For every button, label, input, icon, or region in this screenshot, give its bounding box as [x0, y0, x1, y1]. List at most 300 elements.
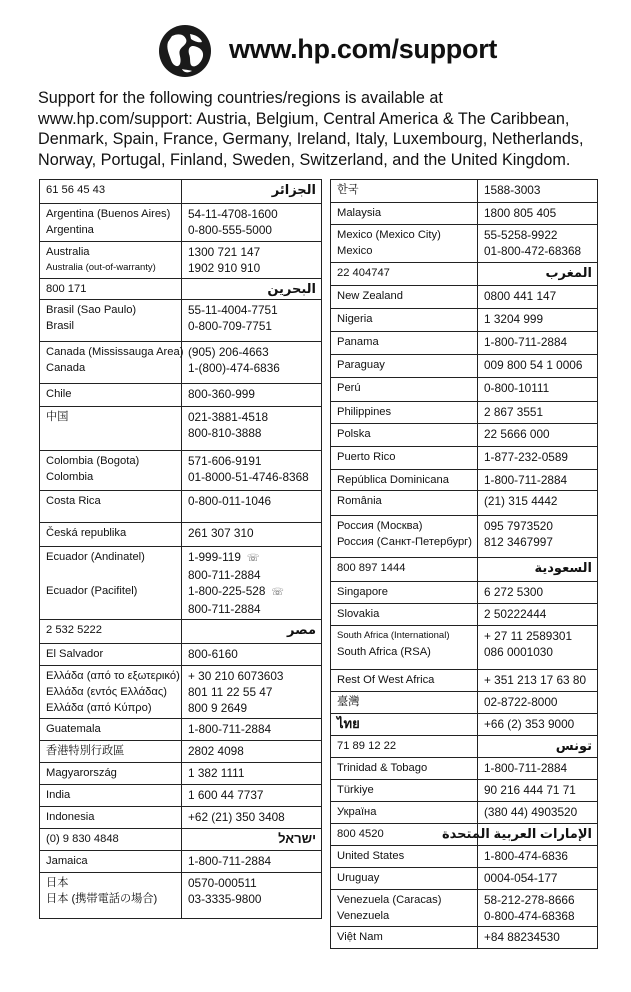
phone-number: 55-11-4004-7751 [188, 303, 278, 317]
phone-cell [478, 927, 598, 949]
phone-cell [182, 451, 322, 491]
phone-icon: ☏ [246, 553, 260, 564]
contact-row [40, 851, 322, 873]
contact-row [40, 547, 322, 620]
contact-row [40, 242, 322, 279]
country-cell [331, 355, 478, 378]
country-cell [331, 203, 478, 225]
country-label: Jamaica [46, 855, 88, 867]
phone-number: 095 7973520 [484, 519, 553, 533]
phone-number: 1 3204 999 [484, 312, 544, 326]
phone-cell [478, 180, 598, 203]
contact-row [331, 558, 598, 582]
contact-row [40, 491, 322, 523]
country-cell [40, 719, 182, 741]
phone-number: 55-5258-9922 [484, 228, 558, 242]
phone-cell [478, 516, 598, 558]
phone-number: +66 (2) 353 9000 [484, 717, 575, 731]
country-cell [40, 763, 182, 785]
contact-row [331, 332, 598, 355]
country-cell [331, 447, 478, 470]
phone-cell [182, 300, 322, 342]
phone-cell [478, 758, 598, 780]
phone-cell [478, 846, 598, 868]
phone-cell [478, 604, 598, 626]
phone-cell [478, 890, 598, 927]
header [0, 16, 631, 76]
contact-row [331, 927, 598, 949]
phone-number: 1-800-711-2884 [484, 761, 568, 775]
country-cell [40, 644, 182, 666]
country-cell [331, 692, 478, 714]
phone-number: 0-800-10111 [484, 381, 550, 395]
contact-row [331, 355, 598, 378]
phone-cell [478, 558, 598, 582]
contact-row [40, 620, 322, 644]
phone-cell [478, 332, 598, 355]
country-cell [331, 378, 478, 402]
country-cell [331, 180, 478, 203]
contact-row [331, 225, 598, 263]
country-label: Polska [337, 428, 371, 440]
country-cell [331, 846, 478, 868]
phone-number: 0004-054-177 [484, 871, 558, 885]
contact-row [331, 736, 598, 758]
country-label: Ελλάδα (εντός Ελλάδας) [46, 686, 167, 698]
country-label: Türkiye [337, 784, 374, 796]
country-label: Slovakia [337, 608, 380, 620]
phone-cell [182, 785, 322, 807]
country-cell [331, 470, 478, 491]
phone-number: 1-800-711-2884 [188, 722, 272, 736]
contact-row [331, 582, 598, 604]
phone-cell [182, 829, 322, 851]
phone-icon: ☏ [271, 587, 284, 598]
country-label: Ecuador (Pacifitel) [46, 585, 138, 597]
contact-row [331, 846, 598, 868]
country-label: Venezuela (Caracas) [337, 894, 442, 906]
country-label: Ελλάδα (από Κύπρο) [46, 702, 152, 714]
phone-number: 03-3335-9800 [188, 892, 262, 906]
contact-row [331, 516, 598, 558]
country-label: 800 897 1444 [337, 562, 406, 574]
phone-cell [182, 279, 322, 300]
phone-cell [478, 714, 598, 736]
country-cell [40, 547, 182, 620]
contact-row [331, 203, 598, 225]
country-cell [40, 741, 182, 763]
country-cell [331, 582, 478, 604]
country-label: Mexico [337, 245, 373, 257]
country-cell [331, 604, 478, 626]
phone-cell [182, 242, 322, 279]
contact-row [331, 424, 598, 447]
contact-row [40, 180, 322, 204]
phone-number: 800-6160 [188, 647, 238, 661]
country-label: (0) 9 830 4848 [46, 833, 119, 845]
country-label: 61 56 45 43 [46, 184, 106, 196]
country-label: Rest Of West Africa [337, 674, 435, 686]
country-label: 22 404747 [337, 267, 390, 279]
phone-number: 571-606-9191 [188, 454, 262, 468]
phone-number: (21) 315 4442 [484, 494, 558, 508]
country-name-rtl: الجزائر [271, 182, 316, 197]
country-label: Việt Nam [337, 931, 383, 943]
phone-number: 54-11-4708-1600 [188, 207, 278, 221]
phone-cell [478, 470, 598, 491]
phone-number: 086 0001030 [484, 645, 553, 659]
country-name-rtl: المغرب [545, 265, 592, 280]
country-cell [331, 670, 478, 692]
contact-row [331, 780, 598, 802]
phone-cell [478, 780, 598, 802]
country-cell [331, 225, 478, 263]
country-cell [331, 286, 478, 309]
country-label: El Salvador [46, 648, 104, 660]
phone-number: 1300 721 147 [188, 245, 261, 259]
country-cell [331, 890, 478, 927]
country-label: 香港特別行政區 [46, 745, 125, 757]
contact-row [40, 300, 322, 342]
country-cell [40, 279, 182, 300]
country-label: Magyarország [46, 767, 117, 779]
country-name-rtl: الإمارات العربية المتحدة [441, 826, 592, 841]
country-cell [40, 204, 182, 242]
country-cell [331, 424, 478, 447]
phone-cell [478, 802, 598, 824]
phone-number: 0800 441 147 [484, 289, 557, 303]
phone-number: 58-212-278-8666 [484, 893, 575, 907]
country-name-rtl: ישראל [278, 831, 316, 846]
contact-row [40, 523, 322, 547]
globe-icon [158, 24, 212, 78]
country-cell [331, 558, 478, 582]
country-label: 日本 (携帯電話の場合) [46, 893, 158, 905]
phone-number: +84 88234530 [484, 930, 560, 944]
phone-number: 801 11 22 55 47 [188, 685, 273, 699]
phone-cell [182, 523, 322, 547]
country-cell [331, 758, 478, 780]
contact-row [40, 204, 322, 242]
country-label: Mexico (Mexico City) [337, 229, 441, 241]
contact-row [40, 644, 322, 666]
phone-cell [478, 447, 598, 470]
phone-number: 01-800-472-68368 [484, 244, 582, 258]
country-label: Australia (out-of-warranty) [46, 262, 156, 273]
country-cell [40, 451, 182, 491]
country-label: Россия (Москва) [337, 520, 423, 532]
contact-row [40, 785, 322, 807]
phone-number: 0-800-011-1046 [188, 494, 272, 508]
contact-row [331, 402, 598, 424]
left-directory-table [39, 179, 322, 919]
country-label: Guatemala [46, 723, 101, 735]
country-cell [40, 785, 182, 807]
phone-number: 1902 910 910 [188, 261, 261, 275]
country-label: 2 532 5222 [46, 624, 102, 636]
country-cell [331, 516, 478, 558]
phone-cell [182, 547, 322, 620]
phone-number: 261 307 310 [188, 526, 254, 540]
right-directory-table [330, 179, 598, 949]
phone-cell [478, 263, 598, 286]
country-label: 日本 [46, 877, 69, 889]
support-url[interactable]: www.hp.com/support [229, 34, 498, 64]
contact-row [331, 263, 598, 286]
phone-number: 800-711-2884 [188, 602, 261, 616]
phone-cell [182, 666, 322, 719]
country-label: 71 89 12 22 [337, 740, 397, 752]
country-label: India [46, 789, 71, 801]
country-label: Brasil (Sao Paulo) [46, 304, 137, 316]
phone-number: 22 5666 000 [484, 427, 550, 441]
country-label [46, 565, 176, 583]
contact-row [331, 626, 598, 670]
phone-number: 009 800 54 1 0006 [484, 358, 583, 372]
phone-number: 1-800-711-2884 [484, 473, 568, 487]
phone-cell [182, 741, 322, 763]
country-label: Singapore [337, 586, 389, 598]
phone-number: 1-800-711-2884 [484, 335, 568, 349]
phone-number: 800-711-2884 [188, 568, 261, 582]
country-name-rtl: مصر [287, 622, 316, 637]
country-label: Panama [337, 336, 379, 348]
phone-number: 90 216 444 71 71 [484, 783, 576, 797]
phone-cell [478, 692, 598, 714]
contact-row [331, 286, 598, 309]
contact-row [40, 763, 322, 785]
country-cell [40, 384, 182, 407]
country-cell [40, 807, 182, 829]
country-label: România [337, 495, 382, 507]
country-label: Uruguay [337, 872, 380, 884]
country-label: Ecuador (Andinatel) [46, 551, 145, 563]
country-cell [40, 491, 182, 523]
phone-cell [478, 225, 598, 263]
contact-row [40, 407, 322, 451]
country-cell [40, 873, 182, 919]
country-cell [40, 523, 182, 547]
phone-cell [182, 407, 322, 451]
contact-row [331, 714, 598, 736]
contact-row [40, 451, 322, 491]
phone-cell [478, 355, 598, 378]
phone-number: 6 272 5300 [484, 585, 544, 599]
phone-number: 021-3881-4518 [188, 410, 269, 424]
phone-number: 1 382 1111 [188, 766, 245, 780]
country-cell [40, 829, 182, 851]
phone-cell [182, 204, 322, 242]
country-label: Canada (Mississauga Area) [46, 346, 184, 358]
phone-number: 1800 805 405 [484, 206, 557, 220]
phone-number: 800-810-3888 [188, 426, 262, 440]
phone-cell [182, 342, 322, 384]
country-label: New Zealand [337, 290, 403, 302]
phone-number: + 30 210 6073603 [188, 669, 284, 683]
phone-cell [441, 824, 598, 846]
country-label: Россия (Санкт-Петербург) [337, 536, 472, 548]
phone-number: 1-(800)-474-6836 [188, 361, 280, 375]
contact-row [331, 824, 598, 846]
phone-number: 1-800-474-6836 [484, 849, 568, 863]
country-label: Trinidad & Tobago [337, 762, 428, 774]
country-label: Paraguay [337, 359, 385, 371]
country-label: República Dominicana [337, 474, 449, 486]
phone-number: 2802 4098 [188, 744, 244, 758]
country-label: Canada [46, 362, 86, 374]
contact-row [40, 666, 322, 719]
contact-row [331, 868, 598, 890]
country-cell [40, 666, 182, 719]
country-label: Australia [46, 246, 90, 258]
phone-number: 812 3467997 [484, 535, 553, 549]
intro-paragraph: Support for the following countries/regions is available at www.hp.com/support: Austria, Belgium, Central America & The Caribbean, Denmark, Spain, France, Germany, Ireland, Italy, Luxembourg, Netherlands, Norway, Portugal, Finland, Sweden, Switzerland, and the United Kingdom. [38, 89, 584, 169]
country-label: United States [337, 850, 405, 862]
phone-number: 1-877-232-0589 [484, 450, 568, 464]
phone-number: 2 50222444 [484, 607, 547, 621]
country-label: 臺灣 [337, 696, 360, 708]
phone-cell [182, 180, 322, 204]
phone-cell [478, 424, 598, 447]
country-label: South Africa (RSA) [337, 646, 431, 658]
phone-number: 01-8000-51-4746-8368 [188, 470, 309, 484]
contact-row [40, 741, 322, 763]
country-cell [40, 407, 182, 451]
phone-number: 2 867 3551 [484, 405, 544, 419]
country-cell [331, 868, 478, 890]
country-label: 800 171 [46, 283, 87, 295]
phone-cell [182, 719, 322, 741]
country-name-rtl: تونس [555, 738, 592, 753]
country-cell [40, 300, 182, 342]
country-label: Ελλάδα (από το εξωτερικό) [46, 670, 180, 682]
phone-number: 1-800-225-528 ☏ [188, 584, 284, 598]
contact-row [331, 802, 598, 824]
phone-cell [478, 378, 598, 402]
country-label: Brasil [46, 320, 74, 332]
contact-row [331, 309, 598, 332]
phone-cell [478, 203, 598, 225]
country-label: Costa Rica [46, 495, 101, 507]
phone-number: (905) 206-4663 [188, 345, 269, 359]
phone-number: + 351 213 17 63 80 [484, 673, 587, 687]
country-cell [40, 242, 182, 279]
phone-cell [478, 868, 598, 890]
country-label: Philippines [337, 406, 392, 418]
country-label: Argentina (Buenos Aires) [46, 208, 171, 220]
phone-number: 1588-3003 [484, 183, 541, 197]
country-label: Nigeria [337, 313, 373, 325]
phone-cell [182, 491, 322, 523]
country-label: 800 4520 [337, 828, 384, 840]
country-label: Malaysia [337, 207, 382, 219]
contact-row [331, 447, 598, 470]
country-label: Perú [337, 382, 361, 394]
country-label: Україна [337, 806, 377, 818]
phone-number: 1-999-119 ☏ [188, 550, 260, 564]
phone-number: 1-800-711-2884 [188, 854, 272, 868]
phone-cell [182, 763, 322, 785]
phone-cell [478, 626, 598, 670]
phone-cell [182, 851, 322, 873]
contact-row [331, 670, 598, 692]
country-cell [331, 714, 478, 736]
country-cell [331, 802, 478, 824]
country-cell [40, 342, 182, 384]
country-cell [331, 736, 478, 758]
contact-row [331, 180, 598, 203]
phone-number: 800-360-999 [188, 387, 255, 401]
phone-cell [182, 644, 322, 666]
contact-row [331, 491, 598, 516]
contact-row [331, 378, 598, 402]
phone-cell [478, 286, 598, 309]
phone-number: 0-800-474-68368 [484, 909, 575, 923]
country-label: Colombia [46, 471, 94, 483]
contact-row [40, 873, 322, 919]
country-cell [331, 309, 478, 332]
contact-row [40, 279, 322, 300]
phone-cell [478, 402, 598, 424]
phone-cell [478, 736, 598, 758]
country-cell [331, 626, 478, 670]
country-label: Venezuela [337, 910, 390, 922]
country-label: ไทย [337, 716, 360, 731]
phone-number: 0-800-709-7751 [188, 319, 272, 333]
country-cell [40, 851, 182, 873]
phone-number: 800 9 2649 [188, 701, 248, 715]
country-cell [331, 927, 478, 949]
phone-number: + 27 11 2589301 [484, 629, 573, 643]
contact-row [40, 719, 322, 741]
phone-number: +62 (21) 350 3408 [188, 810, 285, 824]
contact-row [40, 829, 322, 851]
country-label: 한국 [337, 184, 359, 196]
phone-cell [182, 873, 322, 919]
country-cell [331, 402, 478, 424]
phone-cell [478, 582, 598, 604]
contact-row [40, 807, 322, 829]
contact-row [40, 342, 322, 384]
phone-number: 02-8722-8000 [484, 695, 558, 709]
country-label: Indonesia [46, 811, 95, 823]
country-label: 中国 [46, 411, 69, 423]
phone-number: (380 44) 4903520 [484, 805, 578, 819]
country-cell [331, 332, 478, 355]
country-name-rtl: السعودية [534, 560, 592, 575]
contact-row [331, 604, 598, 626]
country-name-rtl: البحرين [267, 281, 316, 296]
country-label: Puerto Rico [337, 451, 396, 463]
country-cell [331, 780, 478, 802]
country-label: Argentina [46, 224, 94, 236]
country-label: Česká republika [46, 527, 127, 539]
country-cell [331, 263, 478, 286]
phone-number: 0570-000511 [188, 876, 257, 890]
phone-cell [182, 384, 322, 407]
contact-row [331, 890, 598, 927]
contact-row [40, 384, 322, 407]
contact-row [331, 692, 598, 714]
phone-cell [478, 491, 598, 516]
country-label: Colombia (Bogota) [46, 455, 140, 467]
country-cell [40, 620, 182, 644]
country-label: Chile [46, 388, 72, 400]
phone-cell [478, 670, 598, 692]
country-cell [40, 180, 182, 204]
phone-cell [478, 309, 598, 332]
country-label: South Africa (International) [337, 630, 450, 641]
